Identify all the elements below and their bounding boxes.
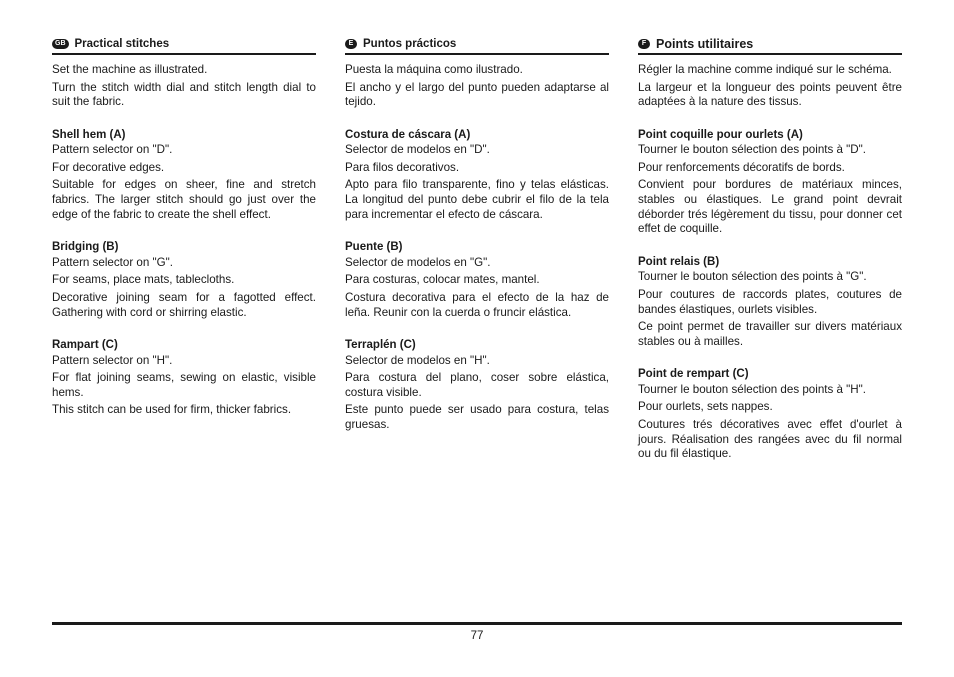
intro-text [345,63,609,110]
section-point-coquille [638,128,902,237]
section-terraplen [345,338,609,432]
paragraph: Tourner le bouton sélection des points à "G". [638,270,867,284]
section-heading: Point relais (B) [638,255,720,268]
column-french [638,34,902,465]
paragraph: Puesta la máquina como ilustrado. [345,63,523,76]
paragraph: For flat joining seams, sewing on elastic, visible hems. [52,371,316,399]
section-heading: Costura de cáscara (A) [345,128,471,141]
section-rampart [52,338,316,418]
paragraph: La largeur et la longueur des points peuvent être adaptées à la nature des tissus. [638,80,902,109]
paragraph: Ce point permet de travailler sur divers matériaux stables ou à mailles. [638,320,902,348]
column-header [52,34,316,55]
paragraph: This stitch can be used for firm, thicker fabrics. [52,403,292,417]
section-heading: Point de rempart (C) [638,368,749,381]
section-heading: Bridging (B) [52,241,119,254]
paragraph: Selector de modelos en "D". [345,143,490,157]
paragraph: Tourner le bouton sélection des points à "D". [638,143,867,157]
intro-text [52,63,316,110]
paragraph: Coutures trés décoratives avec effet d'ourlet à jours. Réalisation des rangées avec du fil normal ou du fil élastique. [638,418,902,461]
section-heading: Shell hem (A) [52,128,126,141]
footer-divider [52,622,902,625]
paragraph: Decorative joining seam for a fagotted effect. Gathering with cord or shirring elastic. [52,290,316,319]
paragraph: Turn the stitch width dial and stitch length dial to suit the fabric. [52,80,316,109]
paragraph: For seams, place mats, tablecloths. [52,273,235,287]
column-spanish [345,34,609,436]
paragraph: Para filos decorativos. [345,160,460,174]
section-costura-de-cascara [345,128,609,222]
paragraph: Pattern selector on "D". [52,143,173,157]
section-puente [345,240,609,320]
section-bridging [52,240,316,320]
page-number: 77 [470,630,484,642]
paragraph: Costura decorativa para el efecto de la haz de leña. Reunir con la cuerda o fruncir elástica. [345,290,609,319]
language-badge-icon: GB [52,39,69,49]
paragraph: Pour coutures de raccords plates, coutures de bandes élastiques, ourlets visibles. [638,287,902,316]
paragraph: Para costuras, colocar mates, mantel. [345,273,540,287]
paragraph: Régler la machine comme indiqué sur le schéma. [638,63,892,76]
section-heading: Terraplén (C) [345,339,416,352]
section-point-de-rempart [638,367,902,461]
paragraph: El ancho y el largo del punto pueden adaptarse al tejido. [345,80,609,109]
paragraph: Suitable for edges on sheer, fine and stretch fabrics. The larger stitch should go just over the edge of the fabric to create the shell effect. [52,178,316,221]
paragraph: For decorative edges. [52,160,165,174]
section-heading: Puente (B) [345,241,403,254]
paragraph: Convient pour bordures de matériaux minces, stables ou élastiques. Le grand point devrait déborder trés légèrement du tissu, pour donner cet effet de coquille. [638,178,902,236]
section-heading: Point coquille pour ourlets (A) [638,128,803,141]
paragraph: Selector de modelos en "G". [345,255,491,269]
paragraph: Pour ourlets, sets nappes. [638,400,773,414]
paragraph: Set the machine as illustrated. [52,63,208,76]
paragraph: Este punto puede ser usado para costura, telas gruesas. [345,403,609,431]
column-header [345,34,609,55]
section-heading: Rampart (C) [52,339,118,352]
section-point-relais [638,255,902,349]
paragraph: Apto para filo transparente, fino y telas elásticas. La longitud del punto debe cubrir el filo de la tela para incrementar el efecto de cáscara. [345,178,609,221]
paragraph: Pattern selector on "H". [52,353,173,367]
paragraph: Selector de modelos en "H". [345,353,490,367]
column-header [638,34,902,55]
paragraph: Pour renforcements décoratifs de bords. [638,160,845,174]
intro-text [638,63,902,110]
paragraph: Pattern selector on "G". [52,255,174,269]
language-badge-icon: E [345,39,357,49]
column-title: Points utilitaires [656,36,754,51]
column-title: Practical stitches [74,37,170,50]
section-shell-hem [52,128,316,222]
language-badge-icon: F [638,39,650,49]
paragraph: Para costura del plano, coser sobre elástica, costura visible. [345,371,609,399]
paragraph: Tourner le bouton sélection des points à "H". [638,382,867,396]
column-title: Puntos prácticos [363,37,457,50]
column-english [52,34,316,421]
